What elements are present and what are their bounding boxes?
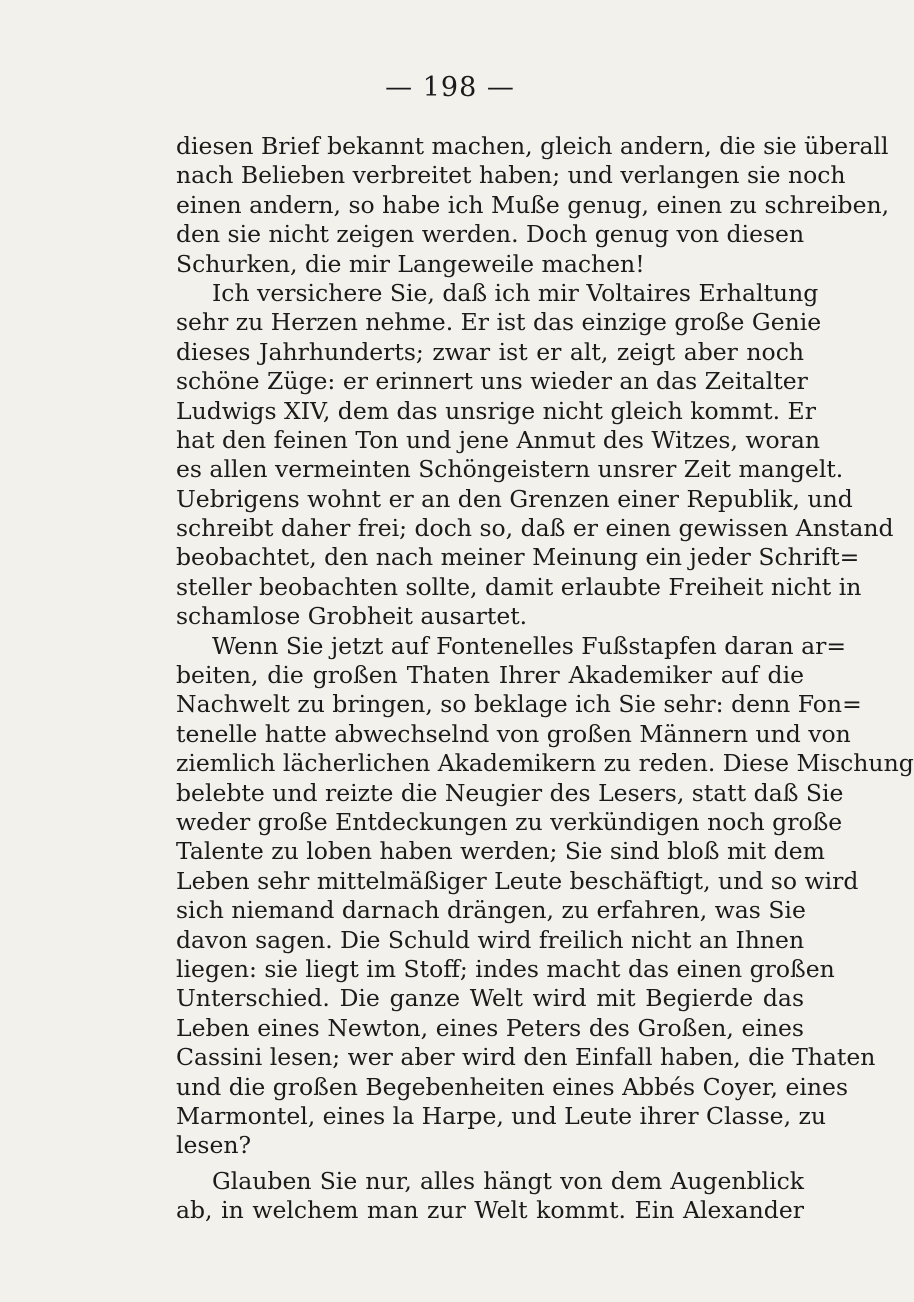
text-line: Ich versichere Sie, daß ich mir Voltaires Erhaltung (212, 278, 819, 307)
text-line: davon sagen. Die Schuld wird freilich nicht an Ihnen (176, 925, 805, 954)
text-line: Cassini lesen; wer aber wird den Einfall haben, die Thaten (176, 1043, 876, 1072)
text-line: hat den feinen Ton und jene Anmut des Witzes, woran (176, 425, 821, 454)
text-line: Marmontel, eines la Harpe, und Leute ihrer Classe, zu (176, 1101, 827, 1130)
text-line: Unterschied. Die ganze Welt wird mit Begierde das (176, 984, 804, 1013)
text-line: nach Belieben verbreitet haben; und verlangen sie noch (176, 161, 846, 190)
text-line: schreibt daher frei; doch so, daß er einen gewissen Anstand (176, 514, 894, 543)
text-line: Nachwelt zu bringen, so beklage ich Sie sehr: denn Fon= (176, 690, 862, 719)
text-line: tenelle hatte abwechselnd von großen Männern und von (176, 719, 851, 748)
text-line: schöne Züge: er erinnert uns wieder an das Zeitalter (176, 367, 808, 396)
text-line: Talente zu loben haben werden; Sie sind bloß mit dem (176, 837, 825, 866)
text-line: Schurken, die mir Langeweile machen! (176, 249, 645, 278)
text-line: den sie nicht zeigen werden. Doch genug von diesen (176, 220, 805, 249)
text-line: belebte und reizte die Neugier des Lesers, statt daß Sie (176, 778, 844, 807)
text-line: dieses Jahrhunderts; zwar ist er alt, zeigt aber noch (176, 337, 804, 366)
text-line: Ludwigs XIV, dem das unsrige nicht gleich kommt. Er (176, 396, 816, 425)
text-line: einen andern, so habe ich Muße genug, einen zu schreiben, (176, 190, 890, 219)
text-line: beiten, die großen Thaten Ihrer Akademiker auf die (176, 661, 804, 690)
text-line: Glauben Sie nur, alles hängt von dem Augenblick (212, 1166, 804, 1195)
text-line: und die großen Begebenheiten eines Abbés Coyer, eines (176, 1072, 848, 1101)
text-line: ab, in welchem man zur Welt kommt. Ein Alexander (176, 1196, 804, 1225)
paragraph (176, 1167, 804, 1226)
paragraph (176, 278, 894, 632)
text-line: schamlose Grobheit ausartet. (176, 602, 528, 631)
paragraph (176, 132, 890, 279)
text-line: beobachtet, den nach meiner Meinung ein jeder Schrift= (176, 543, 860, 572)
text-line: Uebrigens wohnt er an den Grenzen einer Republik, und (176, 484, 853, 513)
text-line: lesen? (176, 1131, 252, 1160)
text-line: sehr zu Herzen nehme. Er ist das einzige große Genie (176, 308, 822, 337)
text-line: liegen: sie liegt im Stoff; indes macht das einen großen (176, 954, 835, 983)
text-line: ziemlich lächerlichen Akademikern zu reden. Diese Mischung (176, 749, 914, 778)
text-line: Leben eines Newton, eines Peters des Großen, eines (176, 1013, 804, 1042)
text-line: diesen Brief bekannt machen, gleich andern, die sie überall (176, 132, 889, 160)
text-line: steller beobachten sollte, damit erlaubte Freiheit nicht in (176, 572, 862, 601)
text-line: Leben sehr mittelmäßiger Leute beschäftigt, und so wird (176, 866, 859, 895)
text-line: es allen vermeinten Schöngeistern unsrer Zeit mangelt. (176, 455, 844, 484)
text-line: weder große Entdeckungen zu verkündigen noch große (176, 807, 843, 836)
paragraph (176, 631, 914, 1161)
text-line: Wenn Sie jetzt auf Fontenelles Fußstapfen daran ar= (212, 631, 847, 660)
body-text (176, 132, 914, 1225)
text-line: sich niemand darnach drängen, zu erfahren, was Sie (176, 896, 806, 925)
page-number: — 198 — (385, 72, 515, 103)
